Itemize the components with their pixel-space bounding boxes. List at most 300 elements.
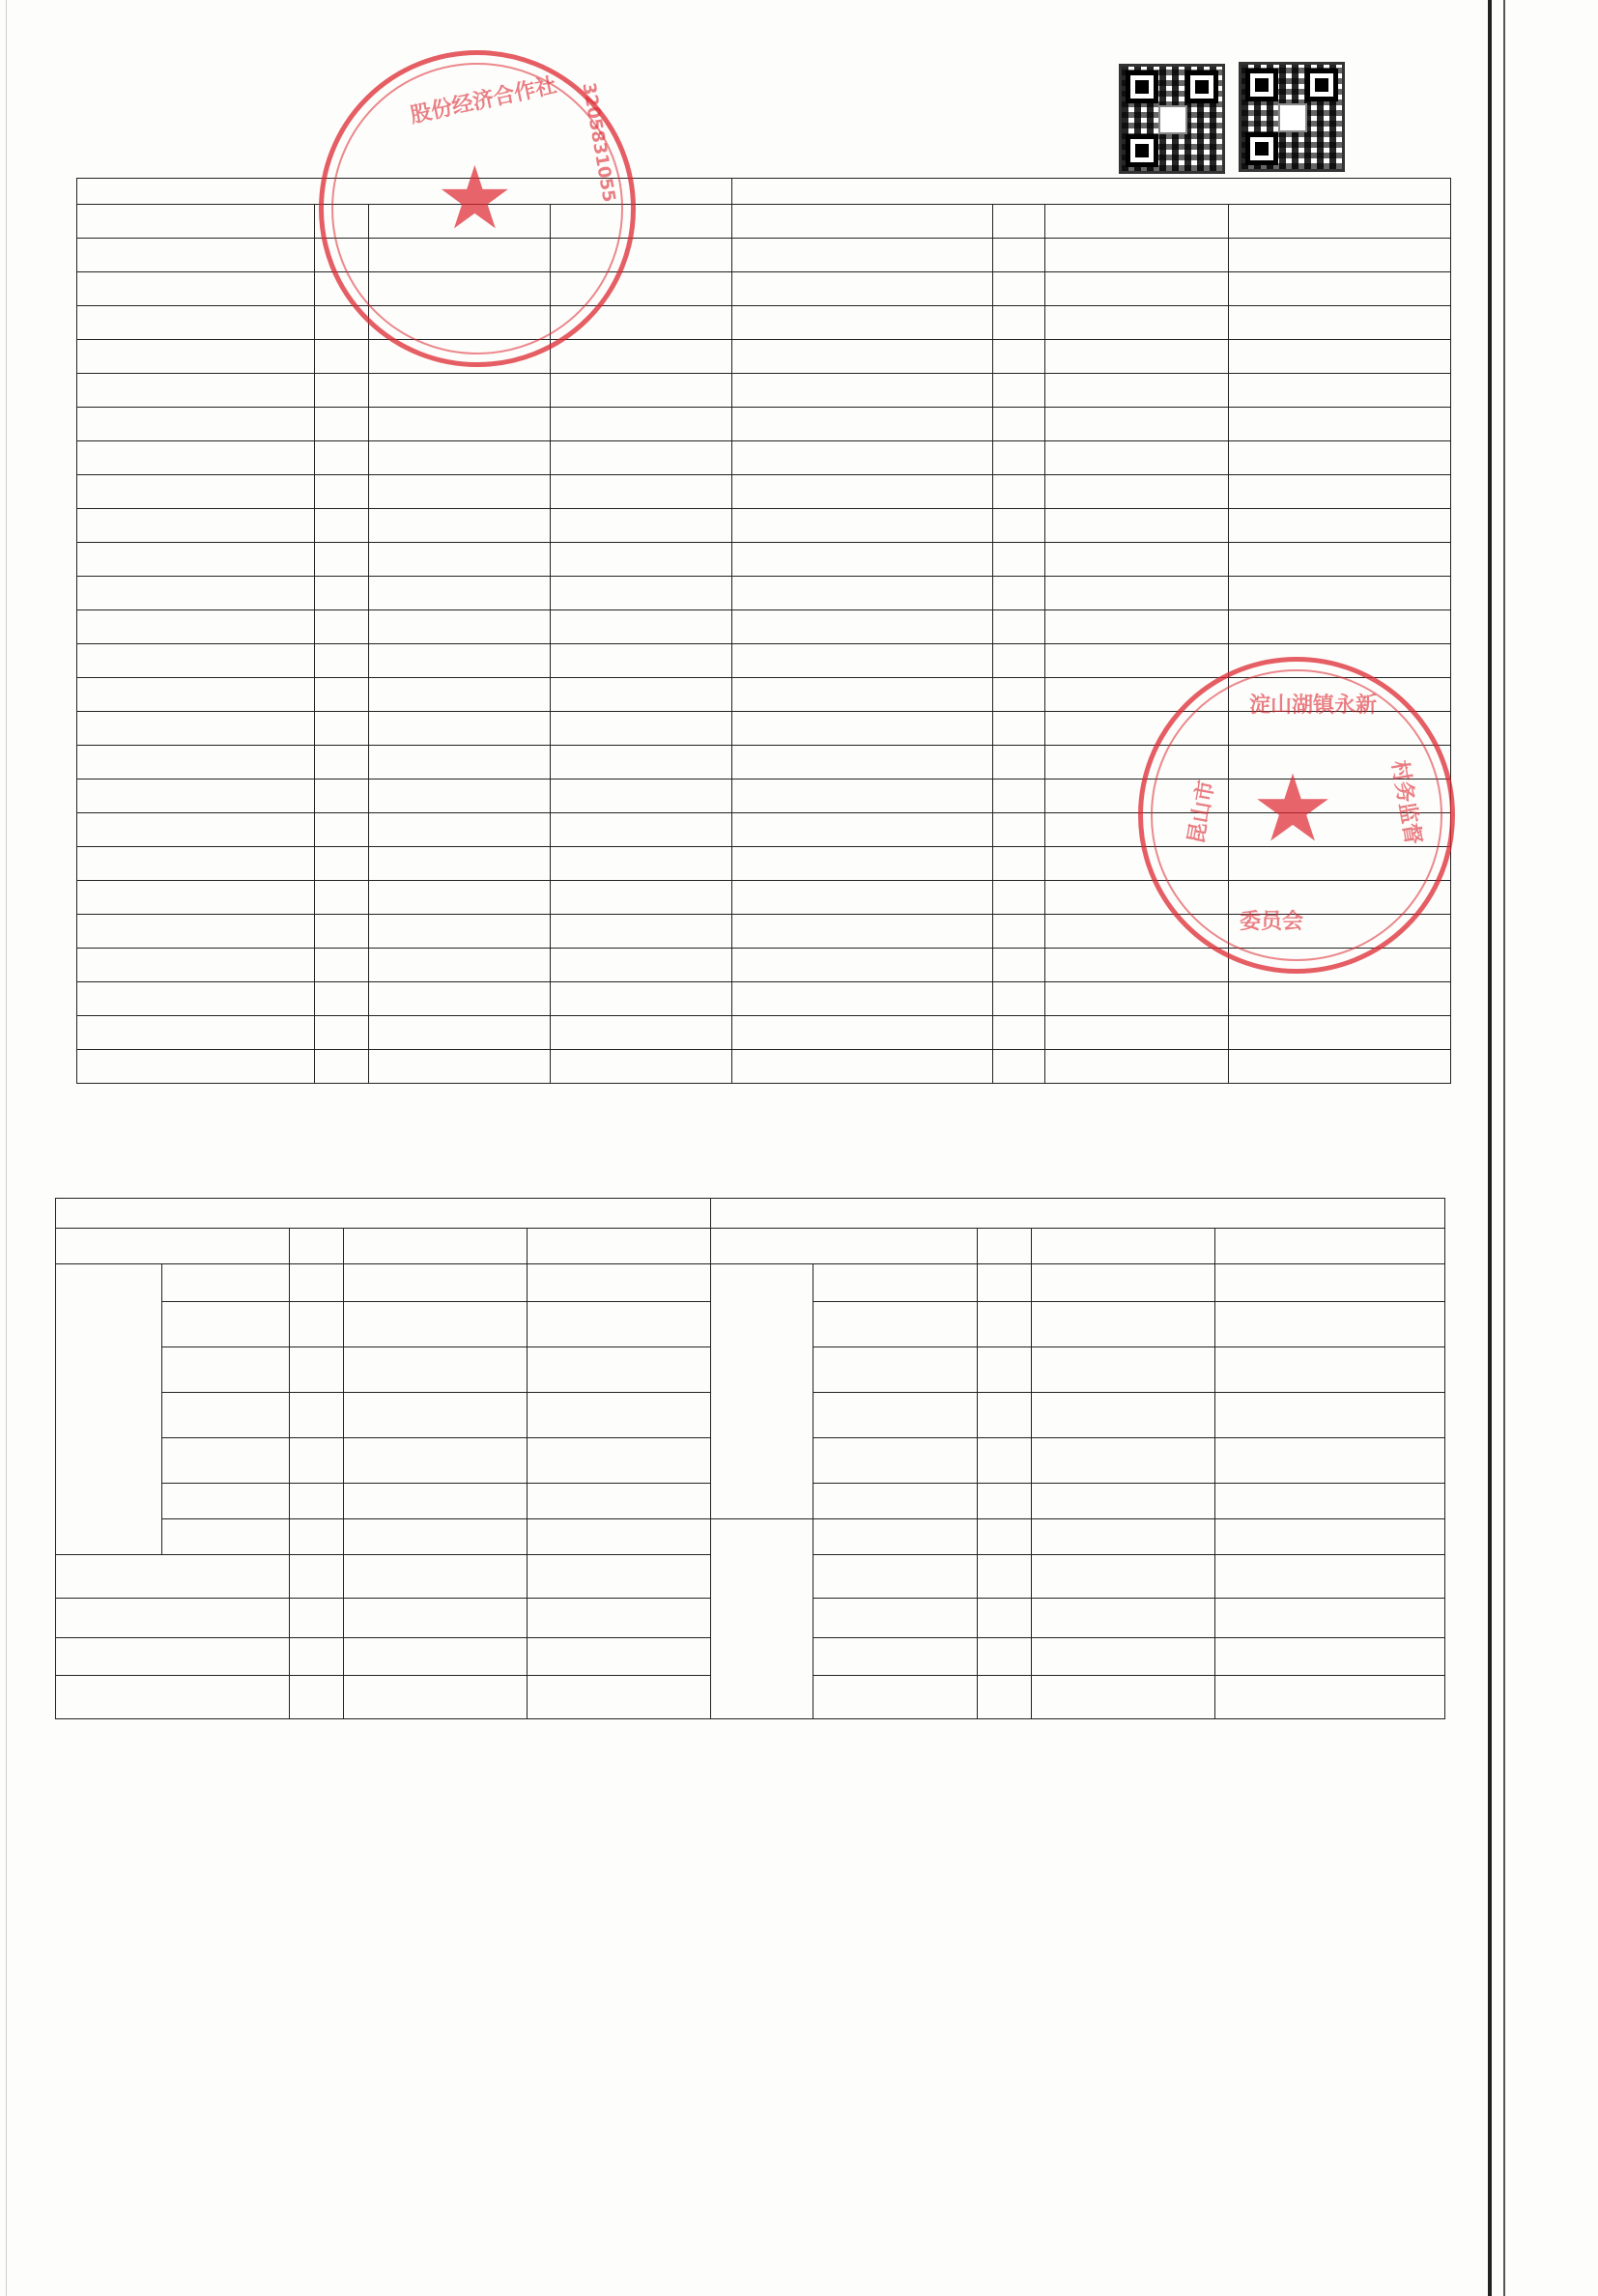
asset-end-balance <box>369 340 551 374</box>
column-header <box>1229 205 1451 239</box>
asset-item <box>77 847 315 881</box>
asset-line-no <box>315 746 369 780</box>
att-liability-item <box>813 1555 978 1599</box>
att-liability-line-no <box>978 1438 1032 1484</box>
asset-line-no <box>315 272 369 306</box>
att-liabilities-group-header <box>711 1199 1445 1229</box>
table-row <box>77 678 1451 712</box>
asset-line-no <box>315 441 369 475</box>
att-asset-end <box>344 1302 528 1347</box>
liability-line-no <box>993 881 1045 915</box>
att-liability-line-no <box>978 1484 1032 1519</box>
table-row <box>77 915 1451 949</box>
asset-end-balance <box>369 239 551 272</box>
liability-line-no <box>993 577 1045 610</box>
att-liability-group <box>711 1519 813 1719</box>
asset-item <box>77 644 315 678</box>
asset-end-balance <box>369 881 551 915</box>
liability-begin-balance <box>1229 982 1451 1016</box>
att-asset-item <box>56 1676 290 1719</box>
asset-begin-balance <box>551 644 732 678</box>
supervision-committee-seal-stamp: ★ 昆山市 淀山湖镇永新 村务监督 委员会 <box>1138 657 1455 974</box>
liability-line-no <box>993 915 1045 949</box>
asset-line-no <box>315 577 369 610</box>
liability-end-balance <box>1045 543 1229 577</box>
att-liability-item <box>813 1676 978 1719</box>
table-row <box>77 949 1451 982</box>
liability-begin-balance <box>1229 1050 1451 1084</box>
liability-begin-balance <box>1229 272 1451 306</box>
cooperative-seal-stamp: ★ 股份经济合作社 3205831055 <box>319 50 636 367</box>
asset-begin-balance <box>551 881 732 915</box>
att-column-header <box>528 1229 711 1264</box>
asset-item <box>77 712 315 746</box>
liability-item <box>732 441 993 475</box>
asset-begin-balance <box>551 306 732 340</box>
att-asset-line-no <box>290 1555 344 1599</box>
att-asset-item <box>162 1302 290 1347</box>
column-header <box>369 205 551 239</box>
liability-end-balance <box>1045 644 1229 678</box>
asset-line-no <box>315 543 369 577</box>
liability-line-no <box>993 306 1045 340</box>
att-liability-end <box>1032 1519 1215 1555</box>
asset-line-no <box>315 239 369 272</box>
liability-begin-balance <box>1229 813 1451 847</box>
asset-line-no <box>315 306 369 340</box>
liability-end-balance <box>1045 509 1229 543</box>
table-row <box>77 1050 1451 1084</box>
att-asset-item <box>162 1393 290 1438</box>
asset-item <box>77 780 315 813</box>
att-liability-end <box>1032 1484 1215 1519</box>
liability-line-no <box>993 543 1045 577</box>
asset-item <box>77 746 315 780</box>
att-liability-end <box>1032 1302 1215 1347</box>
table-row <box>77 644 1451 678</box>
liability-begin-balance <box>1229 374 1451 408</box>
att-liability-end <box>1032 1264 1215 1302</box>
asset-end-balance <box>369 847 551 881</box>
att-asset-line-no <box>290 1264 344 1302</box>
qr-code-icon <box>1119 64 1225 174</box>
liability-line-no <box>993 340 1045 374</box>
att-liability-item <box>813 1599 978 1638</box>
att-asset-begin <box>528 1555 711 1599</box>
asset-begin-balance <box>551 813 732 847</box>
att-liability-item <box>813 1519 978 1555</box>
liability-line-no <box>993 813 1045 847</box>
table-row <box>56 1264 1445 1302</box>
asset-begin-balance <box>551 982 732 1016</box>
table-row <box>77 408 1451 441</box>
asset-begin-balance <box>551 949 732 982</box>
att-liability-begin <box>1215 1638 1445 1676</box>
att-asset-item <box>162 1484 290 1519</box>
liability-begin-balance <box>1229 543 1451 577</box>
liability-begin-balance <box>1229 441 1451 475</box>
asset-end-balance <box>369 543 551 577</box>
att-liability-line-no <box>978 1599 1032 1638</box>
liabilities-group-header <box>732 179 1451 205</box>
asset-item <box>77 949 315 982</box>
asset-begin-balance <box>551 408 732 441</box>
asset-item <box>77 813 315 847</box>
asset-item <box>77 881 315 915</box>
att-asset-group <box>56 1264 162 1555</box>
liability-end-balance <box>1045 1016 1229 1050</box>
asset-line-no <box>315 780 369 813</box>
liability-end-balance <box>1045 610 1229 644</box>
asset-begin-balance <box>551 441 732 475</box>
asset-item <box>77 1050 315 1084</box>
liability-begin-balance <box>1229 509 1451 543</box>
att-liability-line-no <box>978 1555 1032 1599</box>
att-liability-begin <box>1215 1519 1445 1555</box>
att-column-header <box>711 1229 978 1264</box>
att-asset-end <box>344 1393 528 1438</box>
att-liability-group <box>711 1264 813 1519</box>
att-asset-line-no <box>290 1599 344 1638</box>
liability-item <box>732 644 993 678</box>
att-liability-item <box>813 1302 978 1347</box>
asset-begin-balance <box>551 847 732 881</box>
asset-line-no <box>315 1050 369 1084</box>
liability-item <box>732 543 993 577</box>
table-row <box>77 543 1451 577</box>
liability-end-balance <box>1045 982 1229 1016</box>
asset-line-no <box>315 374 369 408</box>
liability-item <box>732 340 993 374</box>
asset-end-balance <box>369 577 551 610</box>
asset-line-no <box>315 644 369 678</box>
liability-item <box>732 881 993 915</box>
att-asset-end <box>344 1638 528 1676</box>
att-asset-item <box>162 1519 290 1555</box>
asset-begin-balance <box>551 1016 732 1050</box>
asset-line-no <box>315 509 369 543</box>
att-liability-line-no <box>978 1638 1032 1676</box>
asset-item <box>77 678 315 712</box>
asset-begin-balance <box>551 678 732 712</box>
asset-line-no <box>315 340 369 374</box>
liability-line-no <box>993 272 1045 306</box>
att-asset-line-no <box>290 1302 344 1347</box>
asset-item <box>77 915 315 949</box>
liability-begin-balance <box>1229 475 1451 509</box>
liability-line-no <box>993 610 1045 644</box>
liability-line-no <box>993 441 1045 475</box>
liability-line-no <box>993 1016 1045 1050</box>
asset-end-balance <box>369 644 551 678</box>
column-header <box>1045 205 1229 239</box>
liability-end-balance <box>1045 340 1229 374</box>
asset-end-balance <box>369 813 551 847</box>
asset-end-balance <box>369 1050 551 1084</box>
att-asset-end <box>344 1555 528 1599</box>
liability-item <box>732 813 993 847</box>
asset-item <box>77 543 315 577</box>
table-row <box>77 340 1451 374</box>
liability-begin-balance <box>1229 847 1451 881</box>
att-liability-line-no <box>978 1676 1032 1719</box>
att-liability-item <box>813 1347 978 1393</box>
att-asset-line-no <box>290 1393 344 1438</box>
liability-begin-balance <box>1229 1016 1451 1050</box>
liability-item <box>732 374 993 408</box>
liability-begin-balance <box>1229 239 1451 272</box>
att-liability-end <box>1032 1638 1215 1676</box>
liability-line-no <box>993 847 1045 881</box>
asset-line-no <box>315 915 369 949</box>
asset-item <box>77 374 315 408</box>
att-column-header <box>56 1229 290 1264</box>
liability-begin-balance <box>1229 408 1451 441</box>
asset-end-balance <box>369 610 551 644</box>
asset-end-balance <box>369 475 551 509</box>
att-liability-item <box>813 1393 978 1438</box>
asset-end-balance <box>369 712 551 746</box>
att-asset-item <box>56 1555 290 1599</box>
att-column-header <box>290 1229 344 1264</box>
att-asset-begin <box>528 1519 711 1555</box>
liability-end-balance <box>1045 847 1229 881</box>
att-liability-begin <box>1215 1347 1445 1393</box>
att-liability-line-no <box>978 1264 1032 1302</box>
liability-line-no <box>993 746 1045 780</box>
liability-end-balance <box>1045 408 1229 441</box>
table-row <box>77 746 1451 780</box>
liability-item <box>732 577 993 610</box>
liability-begin-balance <box>1229 340 1451 374</box>
liability-end-balance <box>1045 475 1229 509</box>
asset-item <box>77 340 315 374</box>
asset-end-balance <box>369 949 551 982</box>
att-asset-begin <box>528 1676 711 1719</box>
table-row <box>77 509 1451 543</box>
att-liability-item <box>813 1264 978 1302</box>
liability-end-balance <box>1045 1050 1229 1084</box>
liability-begin-balance <box>1229 577 1451 610</box>
table-row <box>77 306 1451 340</box>
liability-end-balance <box>1045 272 1229 306</box>
asset-line-no <box>315 712 369 746</box>
asset-item <box>77 408 315 441</box>
liability-begin-balance <box>1229 746 1451 780</box>
liability-begin-balance <box>1229 712 1451 746</box>
asset-line-no <box>315 813 369 847</box>
asset-item <box>77 1016 315 1050</box>
liability-line-no <box>993 678 1045 712</box>
table-row <box>77 780 1451 813</box>
table-row <box>77 441 1451 475</box>
liability-end-balance <box>1045 577 1229 610</box>
att-asset-item <box>162 1438 290 1484</box>
att-liability-item <box>813 1638 978 1676</box>
att-asset-line-no <box>290 1347 344 1393</box>
liability-begin-balance <box>1229 881 1451 915</box>
liability-line-no <box>993 644 1045 678</box>
asset-begin-balance <box>551 712 732 746</box>
att-asset-end <box>344 1519 528 1555</box>
att-asset-end <box>344 1676 528 1719</box>
att-asset-end <box>344 1264 528 1302</box>
att-asset-begin <box>528 1599 711 1638</box>
asset-line-no <box>315 408 369 441</box>
asset-end-balance <box>369 272 551 306</box>
asset-end-balance <box>369 746 551 780</box>
att-liability-begin <box>1215 1264 1445 1302</box>
liability-begin-balance <box>1229 678 1451 712</box>
asset-line-no <box>315 881 369 915</box>
liability-item <box>732 306 993 340</box>
liability-end-balance <box>1045 306 1229 340</box>
liability-end-balance <box>1045 239 1229 272</box>
asset-begin-balance <box>551 577 732 610</box>
asset-item <box>77 982 315 1016</box>
asset-begin-balance <box>551 374 732 408</box>
att-liability-end <box>1032 1347 1215 1393</box>
asset-line-no <box>315 982 369 1016</box>
att-asset-item <box>56 1638 290 1676</box>
att-column-header <box>1215 1229 1445 1264</box>
liability-item <box>732 509 993 543</box>
att-liability-begin <box>1215 1599 1445 1638</box>
asset-end-balance <box>369 374 551 408</box>
column-header <box>993 205 1045 239</box>
asset-line-no <box>315 847 369 881</box>
table-row <box>77 239 1451 272</box>
liability-item <box>732 982 993 1016</box>
att-asset-item <box>162 1264 290 1302</box>
asset-begin-balance <box>551 340 732 374</box>
asset-end-balance <box>369 780 551 813</box>
att-asset-line-no <box>290 1484 344 1519</box>
balance-sheet-table <box>76 178 1451 1084</box>
liability-line-no <box>993 408 1045 441</box>
asset-end-balance <box>369 441 551 475</box>
att-asset-begin <box>528 1264 711 1302</box>
att-asset-begin <box>528 1484 711 1519</box>
asset-end-balance <box>369 509 551 543</box>
liability-item <box>732 1050 993 1084</box>
asset-item <box>77 577 315 610</box>
liability-line-no <box>993 949 1045 982</box>
att-liability-end <box>1032 1438 1215 1484</box>
asset-end-balance <box>369 982 551 1016</box>
scan-right-edge-2 <box>1503 0 1505 2296</box>
liability-begin-balance <box>1229 780 1451 813</box>
table-row <box>77 847 1451 881</box>
att-asset-line-no <box>290 1638 344 1676</box>
att-asset-end <box>344 1347 528 1393</box>
table-row <box>77 374 1451 408</box>
asset-begin-balance <box>551 475 732 509</box>
liability-item <box>732 712 993 746</box>
asset-begin-balance <box>551 915 732 949</box>
asset-begin-balance <box>551 509 732 543</box>
attachment-table <box>55 1198 1445 1719</box>
table-row <box>77 475 1451 509</box>
asset-item <box>77 306 315 340</box>
asset-begin-balance <box>551 746 732 780</box>
table-row <box>77 577 1451 610</box>
att-liability-begin <box>1215 1676 1445 1719</box>
liability-begin-balance <box>1229 306 1451 340</box>
asset-end-balance <box>369 408 551 441</box>
att-liability-line-no <box>978 1393 1032 1438</box>
liability-end-balance <box>1045 746 1229 780</box>
table-row <box>77 610 1451 644</box>
att-asset-item <box>56 1599 290 1638</box>
scan-right-edge <box>1488 0 1492 2296</box>
asset-item <box>77 475 315 509</box>
liability-item <box>732 1016 993 1050</box>
column-header <box>315 205 369 239</box>
asset-begin-balance <box>551 1050 732 1084</box>
liability-begin-balance <box>1229 644 1451 678</box>
liability-end-balance <box>1045 712 1229 746</box>
att-asset-begin <box>528 1438 711 1484</box>
att-liability-begin <box>1215 1438 1445 1484</box>
att-liability-begin <box>1215 1555 1445 1599</box>
att-asset-begin <box>528 1638 711 1676</box>
liability-line-no <box>993 1050 1045 1084</box>
att-liability-end <box>1032 1599 1215 1638</box>
att-asset-end <box>344 1484 528 1519</box>
liability-end-balance <box>1045 678 1229 712</box>
att-asset-begin <box>528 1347 711 1393</box>
liability-line-no <box>993 982 1045 1016</box>
asset-item <box>77 610 315 644</box>
liability-begin-balance <box>1229 949 1451 982</box>
liability-end-balance <box>1045 374 1229 408</box>
asset-item <box>77 239 315 272</box>
asset-line-no <box>315 949 369 982</box>
att-liability-item <box>813 1484 978 1519</box>
att-column-header <box>1032 1229 1215 1264</box>
asset-begin-balance <box>551 272 732 306</box>
liability-begin-balance <box>1229 915 1451 949</box>
liability-item <box>732 475 993 509</box>
table-row <box>77 813 1451 847</box>
asset-line-no <box>315 475 369 509</box>
asset-line-no <box>315 1016 369 1050</box>
asset-begin-balance <box>551 780 732 813</box>
table-row <box>77 881 1451 915</box>
att-column-header <box>978 1229 1032 1264</box>
att-liability-line-no <box>978 1519 1032 1555</box>
liability-line-no <box>993 239 1045 272</box>
liability-end-balance <box>1045 915 1229 949</box>
liability-begin-balance <box>1229 610 1451 644</box>
att-asset-begin <box>528 1302 711 1347</box>
liability-item <box>732 780 993 813</box>
att-liability-end <box>1032 1393 1215 1438</box>
column-header <box>77 205 315 239</box>
asset-item <box>77 509 315 543</box>
liability-item <box>732 915 993 949</box>
liability-line-no <box>993 780 1045 813</box>
liability-end-balance <box>1045 881 1229 915</box>
qr-code-icon <box>1239 62 1345 172</box>
column-header <box>551 205 732 239</box>
att-asset-begin <box>528 1393 711 1438</box>
liability-end-balance <box>1045 780 1229 813</box>
liability-line-no <box>993 475 1045 509</box>
asset-line-no <box>315 610 369 644</box>
liability-item <box>732 610 993 644</box>
